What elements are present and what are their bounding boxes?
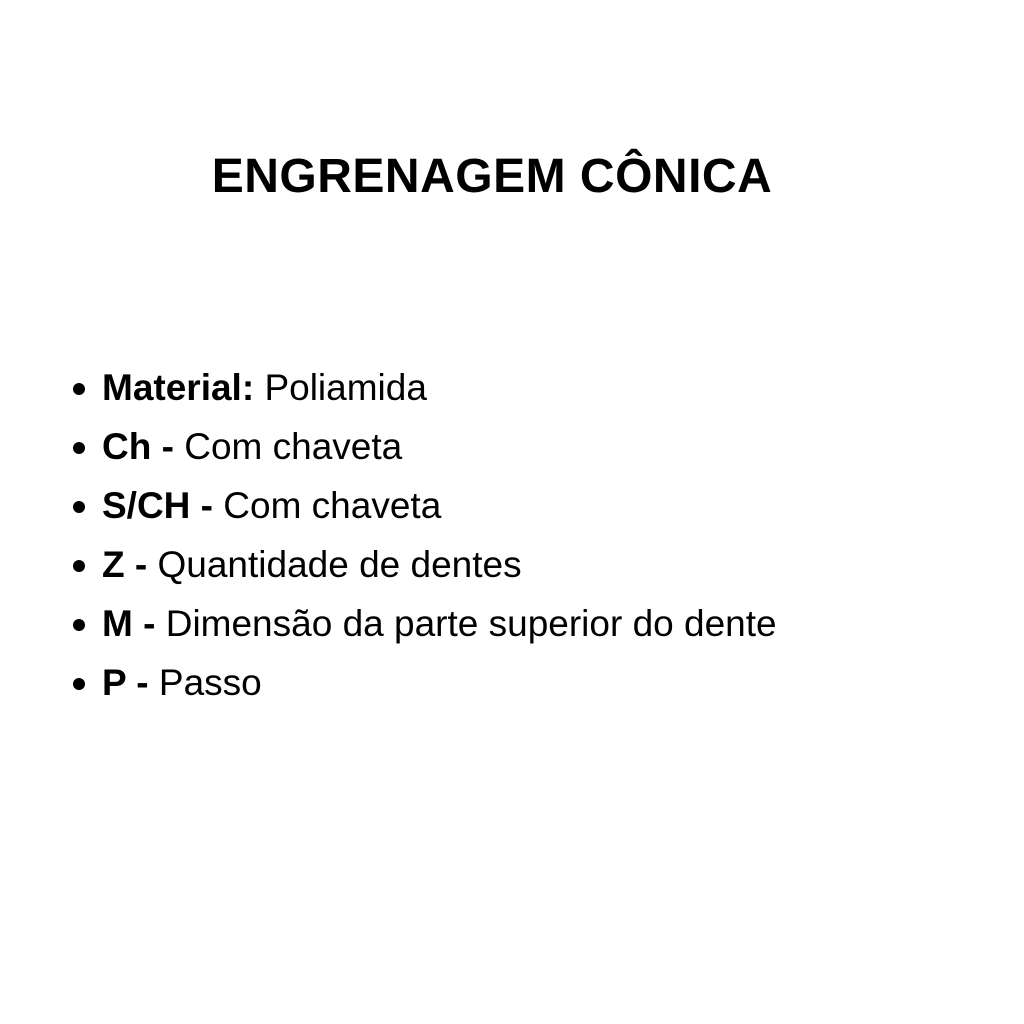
spec-item-z xyxy=(70,535,777,594)
bullet-icon xyxy=(73,442,85,454)
spec-item-sch xyxy=(70,476,777,535)
page-title: ENGRENAGEM CÔNICA xyxy=(211,150,773,203)
bullet-icon xyxy=(73,678,85,690)
spec-key: P - xyxy=(102,662,149,703)
spec-item-ch xyxy=(70,417,777,476)
spec-key: Z - xyxy=(102,544,148,585)
spec-item-p xyxy=(70,653,777,712)
spec-item-material xyxy=(70,358,777,417)
bullet-icon xyxy=(73,501,85,513)
spec-key: M - xyxy=(102,603,156,644)
bullet-icon xyxy=(73,560,85,572)
bullet-icon xyxy=(73,619,85,631)
spec-value: Com chaveta xyxy=(184,426,403,467)
spec-value: Com chaveta xyxy=(223,485,442,526)
spec-list xyxy=(70,358,777,712)
spec-item-m xyxy=(70,594,777,653)
spec-key: S/CH - xyxy=(102,485,213,526)
bullet-icon xyxy=(73,383,85,395)
spec-key: Ch - xyxy=(102,426,174,467)
spec-value: Dimensão da parte superior do dente xyxy=(165,603,777,644)
spec-value: Quantidade de dentes xyxy=(157,544,522,585)
spec-value: Poliamida xyxy=(264,367,427,408)
spec-key: Material: xyxy=(102,367,255,408)
spec-value: Passo xyxy=(158,662,262,703)
